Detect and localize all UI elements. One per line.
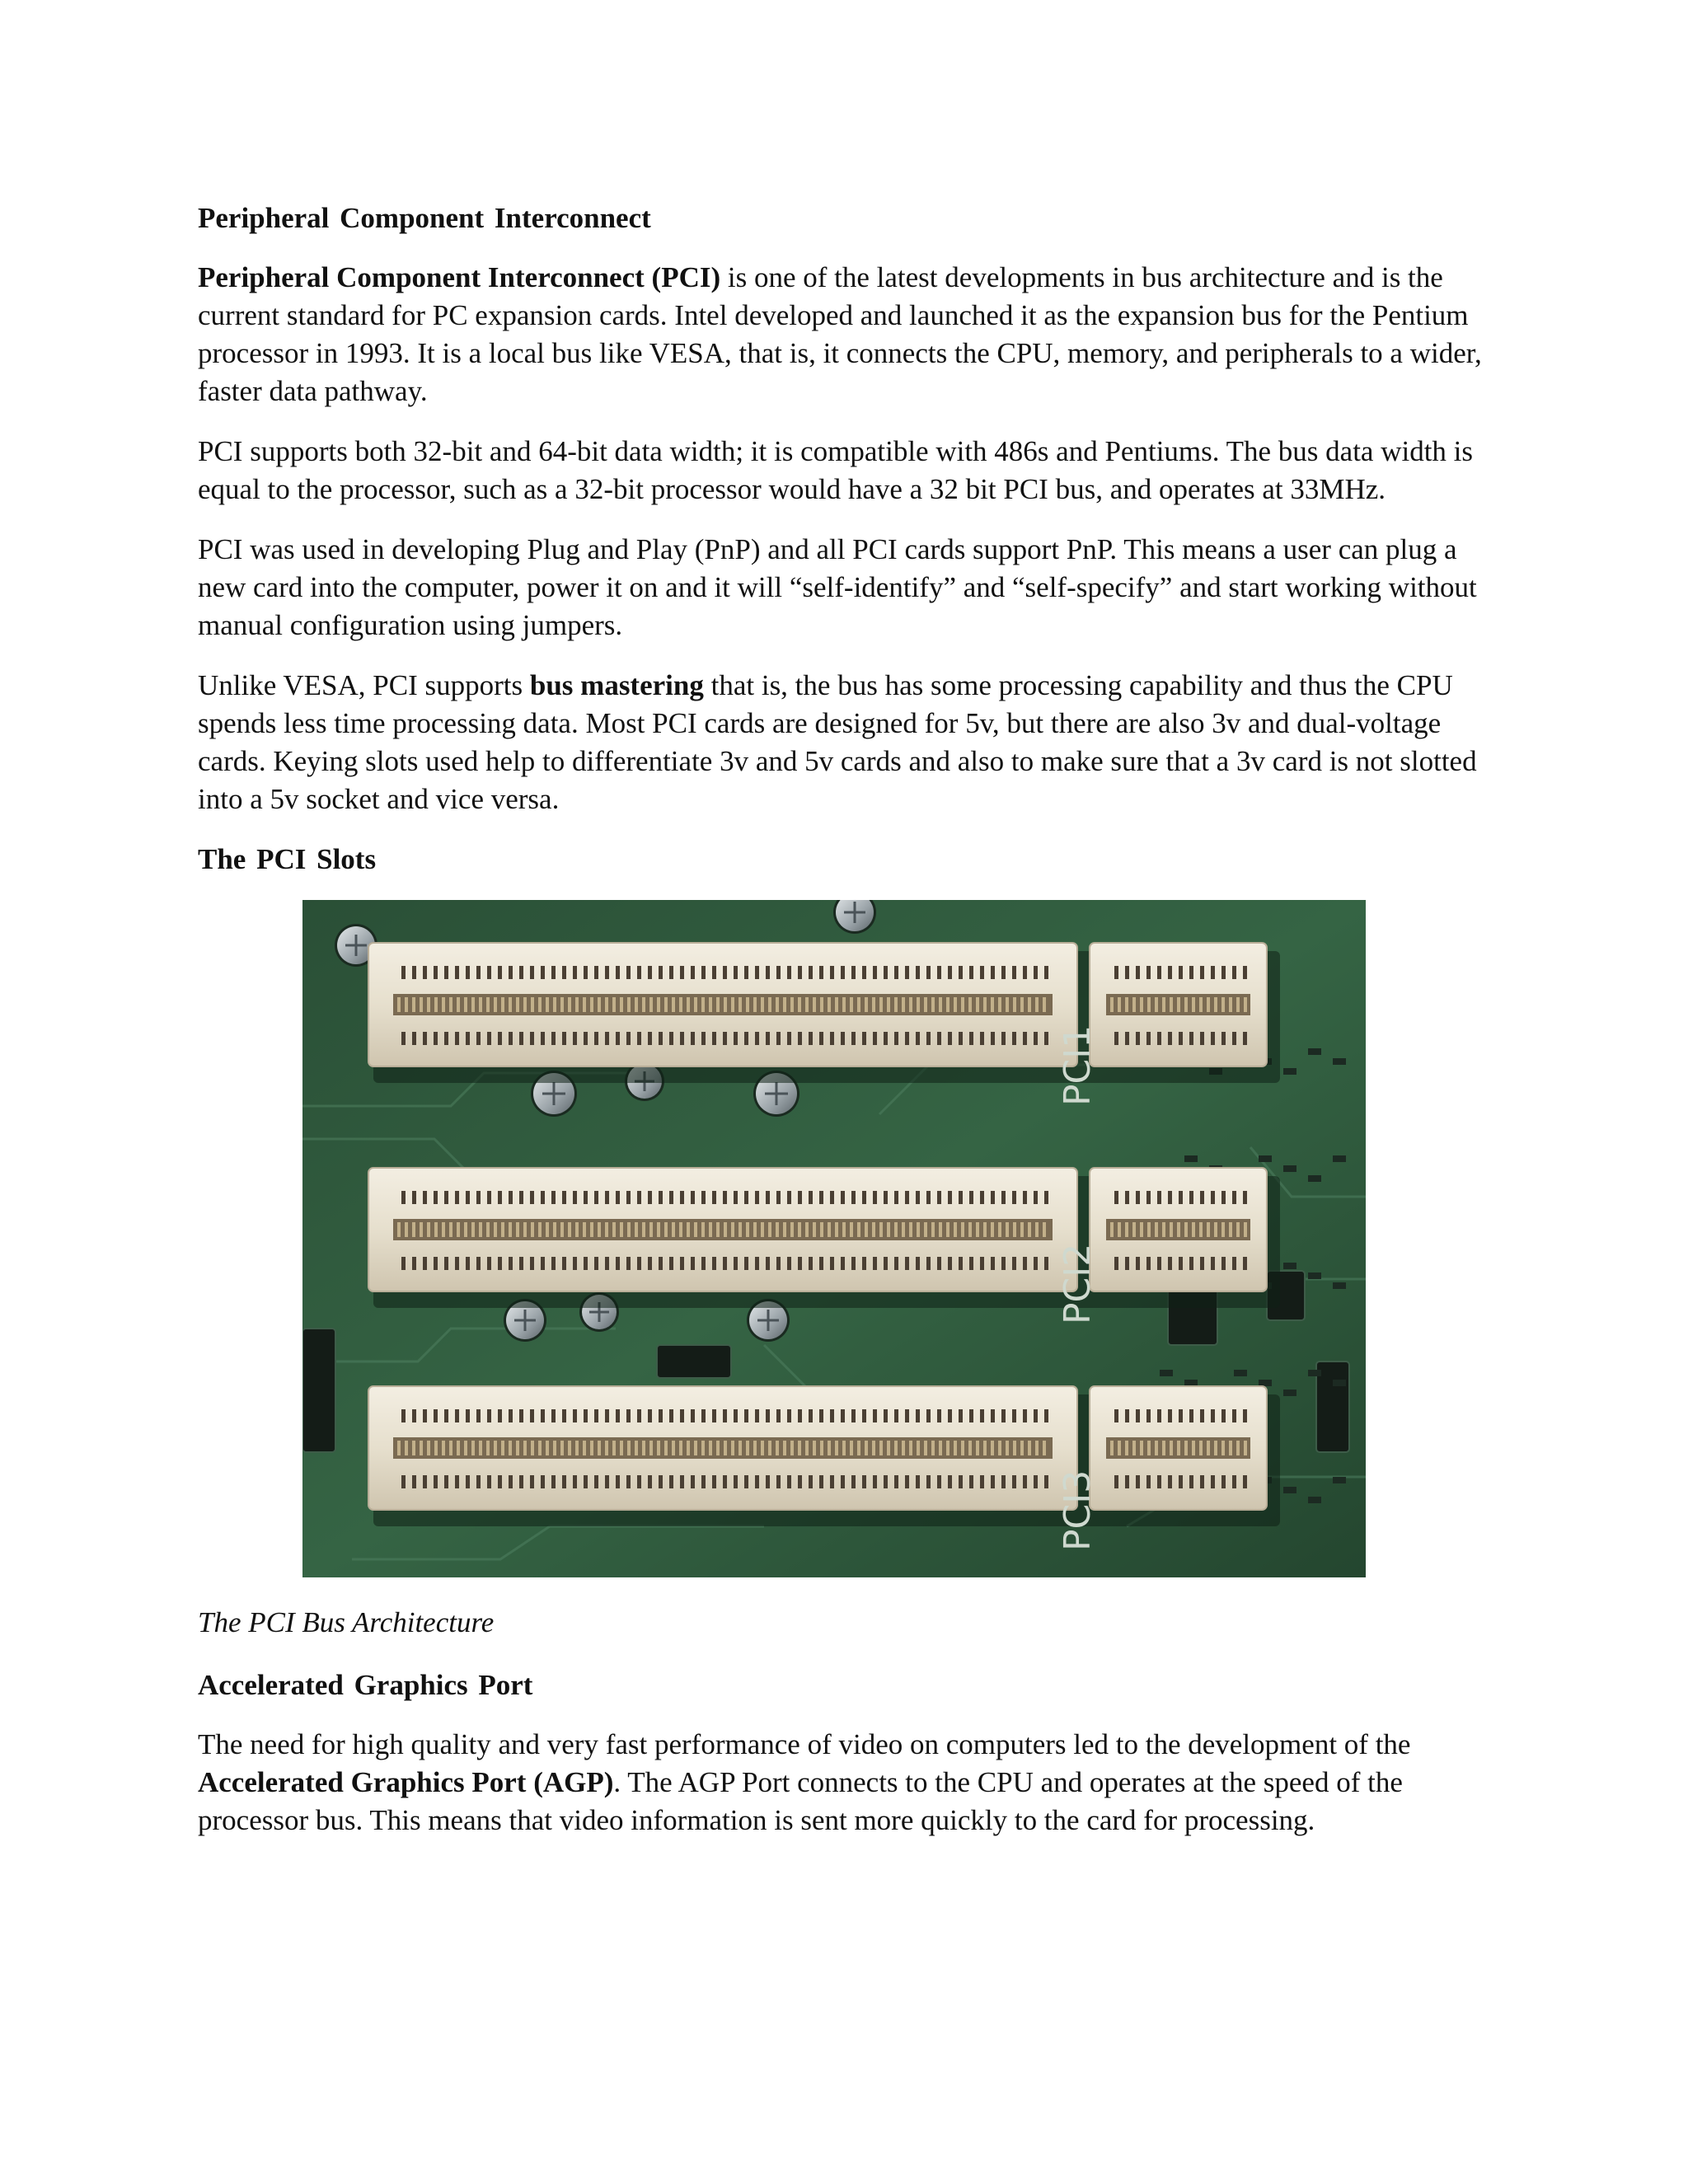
smd-part	[1160, 1370, 1173, 1376]
smd-part	[1283, 1390, 1296, 1396]
section-heading-agp: Accelerated Graphics Port	[198, 1669, 533, 1701]
paragraph-pci-data-width: PCI supports both 32-bit and 64-bit data width; it is compatible with 486s and Pentiums. The bus data width is equal to the processor, such as a 32-bit processor would have a 32 bit PCI bus, and operates at 33MHz.	[198, 435, 1474, 505]
smd-part	[1333, 1380, 1346, 1386]
board-label-1: PCI1	[1057, 1024, 1099, 1106]
motherboard-illustration	[302, 900, 1366, 1577]
section-heading-pci: Peripheral Component Interconnect	[198, 202, 651, 234]
term-pci: Peripheral Component Interconnect (PCI)	[198, 261, 721, 293]
smd-part	[1283, 1487, 1296, 1493]
section-heading-pci-slots: The PCI Slots	[198, 843, 377, 875]
pci-slot-3	[368, 1386, 1280, 1526]
pci-slots	[368, 943, 1280, 1526]
smd-part	[1308, 1370, 1321, 1376]
paragraph-agp-after: . The AGP Port connects to the CPU and operates at the speed of the processor bus. This means that video information is sent more quickly to the card for processing.	[198, 1766, 1403, 1836]
smd-part	[1308, 1272, 1321, 1279]
term-bus-mastering: bus mastering	[529, 669, 704, 701]
paragraph-pci-bus-mastering	[198, 667, 1484, 818]
document-page	[198, 199, 1484, 1862]
smd-part	[1234, 1370, 1247, 1376]
smd-part	[1308, 1175, 1321, 1182]
chip-0	[657, 1345, 731, 1378]
smd-part	[1308, 1497, 1321, 1503]
smd-part	[1333, 1155, 1346, 1162]
paragraph-bus-mastering-after: that is, the bus has some processing capability and thus the CPU spends less time processing data. Most PCI cards are designed for 5v, but there are also 3v and dual-voltage cards. Keying slots used help to differentiate 3v and 5v cards and also to make sure that a 3v card is not slotted into a 5v socket and vice versa.	[198, 669, 1477, 815]
smd-part	[1308, 1048, 1321, 1055]
board-label-3: PCI3	[1057, 1469, 1099, 1551]
chip-5	[302, 1329, 335, 1452]
smd-part	[1259, 1380, 1272, 1386]
paragraph-bus-mastering-before: Unlike VESA, PCI supports	[198, 669, 530, 701]
pci-slots-photo	[302, 900, 1366, 1577]
smd-part	[1333, 1058, 1346, 1065]
pci-slot-2	[368, 1168, 1280, 1308]
smd-part	[1333, 1477, 1346, 1483]
paragraph-agp	[198, 1726, 1484, 1840]
smd-part	[1184, 1380, 1198, 1386]
smd-part	[1283, 1263, 1296, 1269]
smd-part	[1184, 1155, 1198, 1162]
board-label-2: PCI2	[1057, 1243, 1099, 1324]
paragraph-pci-intro	[198, 259, 1484, 410]
term-agp: Accelerated Graphics Port (AGP)	[198, 1766, 614, 1798]
figure-caption: The PCI Bus Architecture	[198, 1606, 495, 1638]
slot-labels	[1057, 1025, 1099, 1551]
pci-slot-1	[368, 943, 1280, 1083]
smd-part	[1283, 1068, 1296, 1075]
paragraph-pci-pnp: PCI was used in developing Plug and Play (PnP) and all PCI cards support PnP. This means a user can plug a new card into the computer, power it on and it will “self-identify” and “self-specify” and start working without manual configuration using jumpers.	[198, 533, 1477, 641]
smd-part	[1283, 1165, 1296, 1172]
paragraph-agp-before: The need for high quality and very fast performance of video on computers led to the development of the	[198, 1728, 1411, 1760]
smd-part	[1333, 1282, 1346, 1289]
smd-part	[1259, 1155, 1272, 1162]
paragraph-pci-intro-text: is one of the latest developments in bus architecture and is the current standard for PC expansion cards. Intel developed and launched it as the expansion bus for the Pentium processor in 1993. It is a local bus like VESA, that is, it connects the CPU, memory, and peripherals to a wider, faster data pathway.	[198, 261, 1482, 407]
